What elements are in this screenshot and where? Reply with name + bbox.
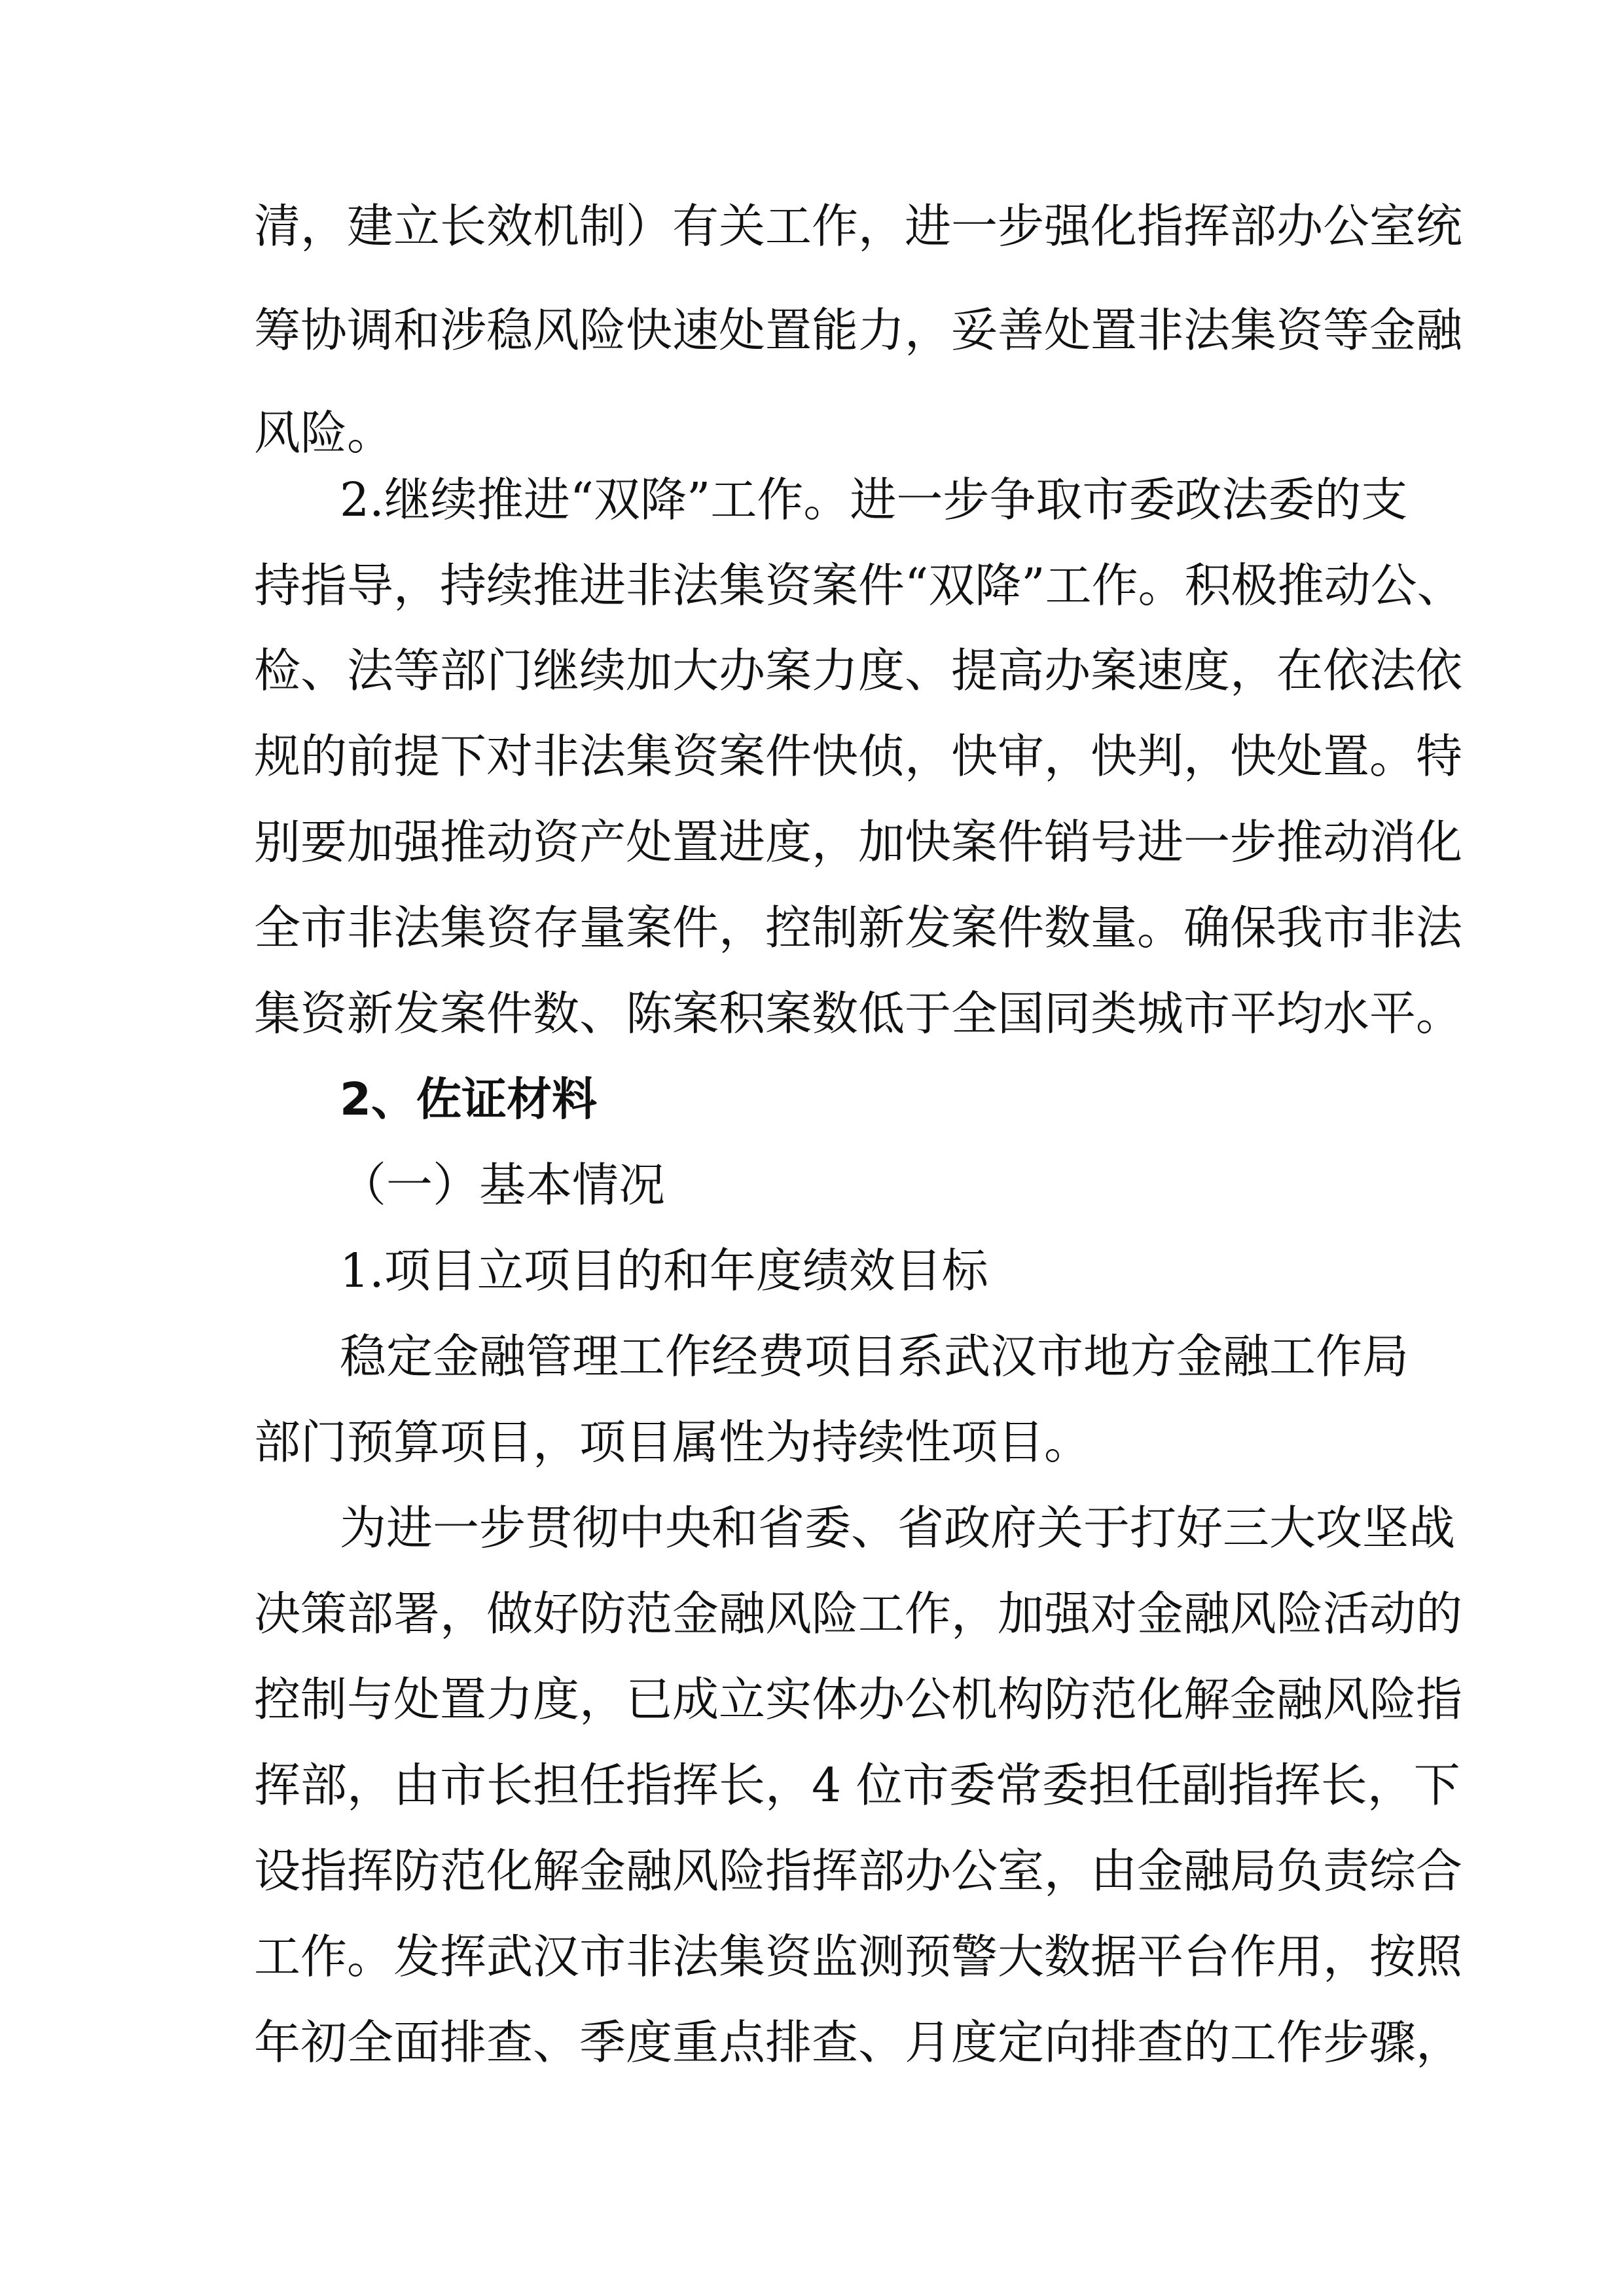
paragraph-line: 清，建立长效机制）有关工作，进一步强化指挥部办公室统: [254, 199, 1463, 253]
paragraph-line: 设指挥防范化解金融风险指挥部办公室，由金融局负责综合: [254, 1844, 1463, 1898]
paragraph-line: 决策部署，做好防范金融风险工作，加强对金融风险活动的: [254, 1587, 1463, 1641]
paragraph-line: 全市非法集资存量案件，控制新发案件数量。确保我市非法: [254, 901, 1463, 955]
paragraph-line: 稳定金融管理工作经费项目系武汉市地方金融工作局: [340, 1329, 1409, 1384]
paragraph-line: 挥部，由市长担任指挥长，4 位市委常委担任副指挥长，下: [254, 1758, 1460, 1812]
paragraph-line: 年初全面排查、季度重点排查、月度定向排查的工作步骤，: [254, 2015, 1463, 2070]
section-heading: 2、佐证材料: [340, 1073, 598, 1126]
item-heading: 1.项目立项目的和年度绩效目标: [340, 1244, 988, 1298]
paragraph-line: 别要加强推动资产处置进度，加快案件销号进一步推动消化: [254, 815, 1463, 869]
paragraph-line: 工作。发挥武汉市非法集资监测预警大数据平台作用，按照: [254, 1929, 1463, 1984]
paragraph-line: 控制与处置力度，已成立实体办公机构防范化解金融风险指: [254, 1672, 1463, 1727]
paragraph-line: 为进一步贯彻中央和省委、省政府关于打好三大攻坚战: [340, 1501, 1456, 1555]
paragraph-line: 风险。: [254, 406, 394, 460]
subsection-heading: （一）基本情况: [340, 1158, 666, 1212]
paragraph-line: 筹协调和涉稳风险快速处置能力，妥善处置非法集资等金融: [254, 303, 1463, 357]
paragraph-line: 集资新发案件数、陈案积案数低于全国同类城市平均水平。: [254, 986, 1463, 1041]
paragraph-line: 持指导，持续推进非法集资案件“双降”工作。积极推动公、: [254, 558, 1464, 613]
paragraph-line: 检、法等部门继续加大办案力度、提高办案速度，在依法依: [254, 643, 1463, 698]
paragraph-line: 规的前提下对非法集资案件快侦，快审，快判，快处置。特: [254, 729, 1463, 783]
paragraph-line: 2.继续推进“双降”工作。进一步争取市委政法委的支: [340, 473, 1408, 527]
paragraph-line: 部门预算项目，项目属性为持续性项目。: [254, 1415, 1091, 1469]
